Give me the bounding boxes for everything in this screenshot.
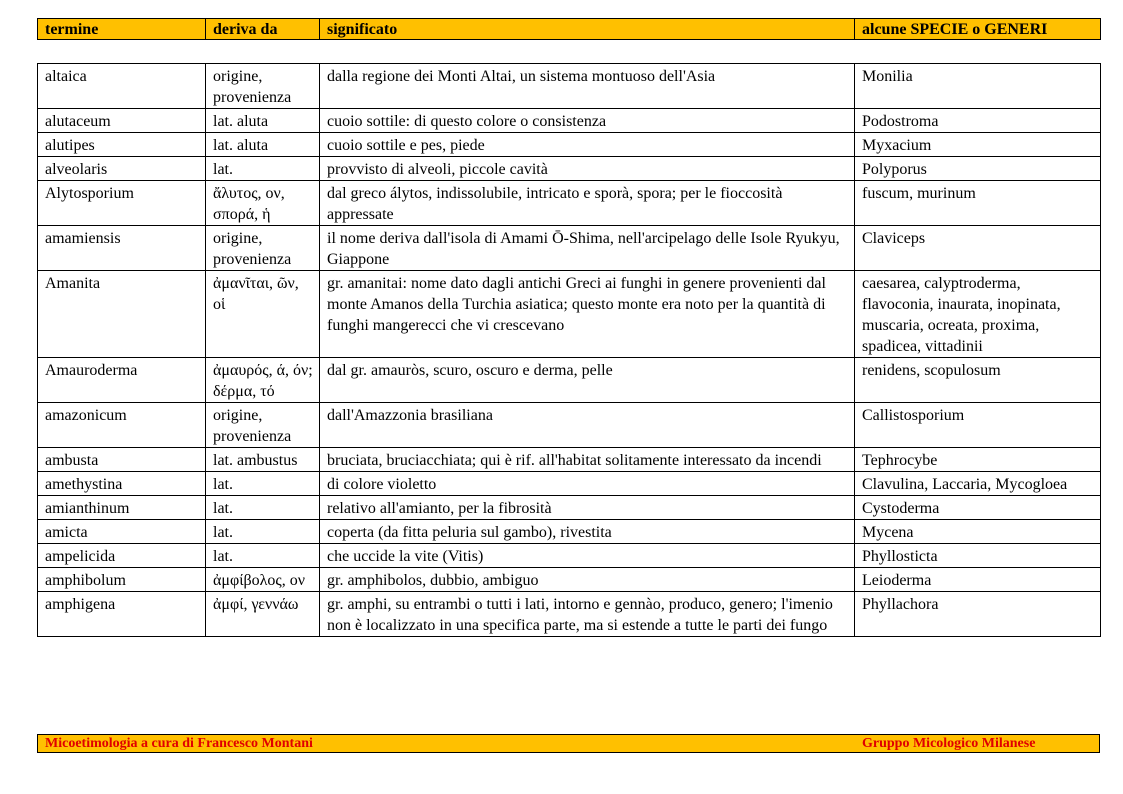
derivation-cell: ἄλυτος, ον, σπορά, ἡ [206,181,320,226]
meaning-cell: cuoio sottile: di questo colore o consistenza [320,109,855,133]
species-cell: Callistosporium [855,403,1101,448]
species-cell: Leioderma [855,568,1101,592]
term-cell: ampelicida [38,544,206,568]
derivation-cell: origine, provenienza [206,226,320,271]
derivation-cell: lat. ambustus [206,448,320,472]
species-cell: Cystoderma [855,496,1101,520]
footer-group: Gruppo Micologico Milanese [862,736,1036,751]
table-row [38,592,1101,637]
table-row [38,472,1101,496]
meaning-cell: il nome deriva dall'isola di Amami Ō-Shima, nell'arcipelago delle Isole Ryukyu, Giappone [320,226,855,271]
species-cell: renidens, scopulosum [855,358,1101,403]
derivation-cell: lat. [206,472,320,496]
term-cell: Amanita [38,271,206,358]
meaning-cell: che uccide la vite (Vitis) [320,544,855,568]
term-cell: amethystina [38,472,206,496]
species-cell: Mycena [855,520,1101,544]
table-row [38,64,1101,109]
header-specie-generi: alcune SPECIE o GENERI [855,19,1101,40]
meaning-cell: relativo all'amianto, per la fibrosità [320,496,855,520]
species-cell: Myxacium [855,133,1101,157]
meaning-cell: provvisto di alveoli, piccole cavità [320,157,855,181]
meaning-cell: dall'Amazzonia brasiliana [320,403,855,448]
species-cell: Tephrocybe [855,448,1101,472]
header-significato: significato [320,19,855,40]
table-row [38,157,1101,181]
species-cell: fuscum, murinum [855,181,1101,226]
meaning-cell: dalla regione dei Monti Altai, un sistema montuoso dell'Asia [320,64,855,109]
table-row [38,568,1101,592]
species-cell: caesarea, calyptroderma, flavoconia, inaurata, inopinata, muscaria, ocreata, proxima, spadicea, vittadinii [855,271,1101,358]
species-cell: Claviceps [855,226,1101,271]
term-cell: amianthinum [38,496,206,520]
derivation-cell: ἀμανῖται, ῶν, οἱ [206,271,320,358]
table-row [38,496,1101,520]
term-cell: amphigena [38,592,206,637]
table-row [38,109,1101,133]
term-cell: amazonicum [38,403,206,448]
species-cell: Phyllachora [855,592,1101,637]
derivation-cell: lat. [206,520,320,544]
table-row [38,520,1101,544]
term-cell: amphibolum [38,568,206,592]
term-cell: altaica [38,64,206,109]
derivation-cell: origine, provenienza [206,64,320,109]
derivation-cell: origine, provenienza [206,403,320,448]
derivation-cell: lat. [206,157,320,181]
meaning-cell: bruciata, bruciacchiata; qui è rif. all'habitat solitamente interessato da incendi [320,448,855,472]
derivation-cell: lat. [206,544,320,568]
meaning-cell: dal gr. amauròs, scuro, oscuro e derma, pelle [320,358,855,403]
species-cell: Clavulina, Laccaria, Mycogloea [855,472,1101,496]
table-row [38,358,1101,403]
term-cell: amamiensis [38,226,206,271]
table-row [38,181,1101,226]
header-table [37,18,1101,40]
meaning-cell: coperta (da fitta peluria sul gambo), rivestita [320,520,855,544]
table-row [38,133,1101,157]
species-cell: Polyporus [855,157,1101,181]
derivation-cell: lat. [206,496,320,520]
term-cell: Alytosporium [38,181,206,226]
species-cell: Phyllosticta [855,544,1101,568]
table-row [38,226,1101,271]
header-termine: termine [38,19,206,40]
glossary-table [37,63,1101,637]
meaning-cell: gr. amphi, su entrambi o tutti i lati, intorno e gennào, produco, genero; l'imenio non è localizzato in una specifica parte, ma si estende a tutte le parti dei fungo [320,592,855,637]
meaning-cell: dal greco álytos, indissolubile, intricato e sporà, spora; per le fioccosità appressate [320,181,855,226]
meaning-cell: gr. amphibolos, dubbio, ambiguo [320,568,855,592]
derivation-cell: lat. aluta [206,109,320,133]
term-cell: Amauroderma [38,358,206,403]
term-cell: alveolaris [38,157,206,181]
table-row [38,544,1101,568]
table-row [38,448,1101,472]
table-row [38,271,1101,358]
derivation-cell: ἀμφίβολος, ον [206,568,320,592]
term-cell: amicta [38,520,206,544]
derivation-cell: ἀμαυρός, ά, όν; δέρμα, τό [206,358,320,403]
species-cell: Podostroma [855,109,1101,133]
footer-author: Micoetimologia a cura di Francesco Montani [45,736,313,751]
meaning-cell: gr. amanitai: nome dato dagli antichi Greci ai funghi in genere provenienti dal monte Amanos della Turchia asiatica; questo monte era noto per la quantità di funghi mangerecci che vi crescevano [320,271,855,358]
term-cell: ambusta [38,448,206,472]
term-cell: alutipes [38,133,206,157]
species-cell: Monilia [855,64,1101,109]
term-cell: alutaceum [38,109,206,133]
footer-bar [37,734,1100,753]
header-deriva-da: deriva da [206,19,320,40]
meaning-cell: di colore violetto [320,472,855,496]
header-row [38,19,1101,40]
derivation-cell: lat. aluta [206,133,320,157]
derivation-cell: ἀμφί, γεννάω [206,592,320,637]
meaning-cell: cuoio sottile e pes, piede [320,133,855,157]
table-row [38,403,1101,448]
